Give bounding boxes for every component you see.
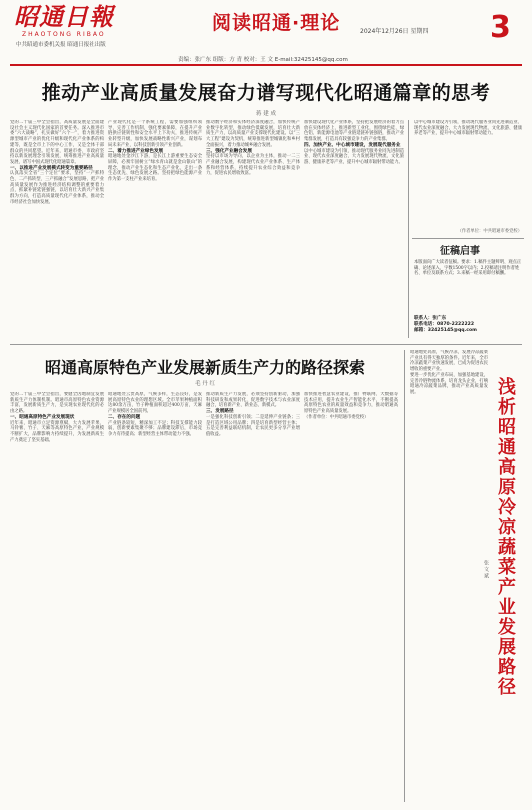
logo-tagline: 中共昭通市委机关报 昭通日报社出版 bbox=[16, 42, 106, 48]
article3-col2-text: 要进一步优化产业布局，加强基地建设，完善冷链物流体系，培育龙头企业，打响昭通冷凉蔬菜品牌，推动产业高质量发展。 bbox=[410, 372, 488, 395]
page-number: 3 bbox=[490, 10, 511, 45]
article1-subhead-2: 二、着力推进产业绿色发展 bbox=[108, 148, 164, 154]
article1-column-2 bbox=[108, 120, 202, 338]
article1-col5-text: 以中心城市建设为引领，推动现代服务业同先进制造业、现代农业深度融合，大力发展现代物流、文化旅游、健康养老等产业，提升中心城市辐射带动能力。 bbox=[414, 120, 522, 137]
article2-headline: 昭通高原特色产业发展新质生产力的路径探索 bbox=[44, 358, 365, 377]
article2-col1b-text: 近年来，昭通市立足资源禀赋，大力发展苹果、马铃薯、竹子、天麻等高原特色产业，产业规模不断扩大，品牌影响力持续提升，为发展新质生产力奠定了坚实基础。 bbox=[10, 420, 104, 443]
article2-col4-text: 加快推进智慧农业建设，推广物联网、大数据等技术应用，提升农业生产智能化水平，不断提高高原特色农业的质量效益和竞争力，推动昭通高原特色产业高质量发展。 bbox=[304, 392, 398, 415]
article1-col3-text: 推动数字经济和实体经济深度融合，加快传统产业数字化转型，推动绿色低碳发展，培育壮大新质生产力，以高质量产业支撑现代化建设。以“三大工程”建设为契机，统筹推进新型城镇化和乡村全面振兴，着力推动城乡融合发展。 bbox=[206, 120, 300, 148]
article1-col4b-text: 以中心城市建设为引领，推动现代服务业同先进制造业、现代农业深度融合，大力发展现代物流、文化旅游、健康养老等产业，提升中心城市辐射带动能力。 bbox=[304, 148, 404, 165]
article3-column-1 bbox=[410, 350, 488, 800]
editors-line: 责编：张广东 组版：方 青 校对：王 文 E-mail:32425145@qq.com bbox=[178, 57, 348, 63]
issue-date: 2024年12月26日 星期四 bbox=[360, 28, 429, 35]
article2-col2b-text: 产业链条较短，精深加工不足；科技支撑能力较弱，创新要素集聚不够；品牌建设滞后，市场竞争力有待提高；新型经营主体带动能力不强。 bbox=[108, 420, 202, 437]
article1-subhead-4: 四、加快产业、中心城市建设，发展现代服务业 bbox=[304, 142, 401, 148]
solicitation-email: 邮箱：32425145@qq.com bbox=[414, 328, 477, 333]
article2-end-note: （作者单位：中共昭通市委党校） bbox=[304, 414, 369, 420]
article2-col3b-text: 一是强化科技创新引领；二是延伸产业链条；三是打造区域公用品牌；四是培育新型经营主体；五是完善利益联结机制，让农民更多分享产业增值收益。 bbox=[206, 414, 300, 437]
masthead-rule bbox=[10, 64, 522, 66]
column-divider bbox=[408, 120, 409, 338]
article1-col3b-text: 坚持以市场为导向，以企业为主体，推动一二三产业融合发展，构建现代农业产业体系、生产体系和经营体系，持续提升农业综合效益和竞争力，促进农民增收致富。 bbox=[206, 154, 300, 177]
column-title-a: 阅读昭通 bbox=[212, 12, 293, 34]
article2-column-1 bbox=[10, 392, 104, 800]
column-title-b: 理论 bbox=[300, 12, 341, 34]
article1-col1b-text: 认真落实全省“三个定位”要求，坚持“一产抓特色、二产抓转型、三产抓融合”发展思路，把产业高质量发展作为推进经济结构调整的重要着力点，抓紧补链延链强链，以培育壮大新兴产业集群为方向，打造高质量现代化产业体系，推动全市经济社会加快发展。 bbox=[10, 171, 104, 205]
column-divider-right bbox=[404, 350, 405, 802]
article1-column-4 bbox=[304, 120, 404, 338]
article2-byline: 毛 丹 红 bbox=[195, 381, 215, 387]
solicitation-contact bbox=[414, 316, 522, 334]
article1-col2b-text: 昭通地处金沙江下游，是长江上游重要生态安全屏障，必须牢固树立“绿水青山就是金山银山”的理念，推动产业生态化和生态产业化，走出一条生态优先、绿色发展之路。坚持把绿色能源产业作为第一支柱产业来培育。 bbox=[108, 154, 202, 183]
article2-column-2 bbox=[108, 392, 202, 800]
solicitation-phone: 联系电话：0870-2222222 bbox=[414, 322, 475, 327]
newspaper-logo: 昭通日報 bbox=[14, 2, 114, 31]
article1-byline: 蒋 建 成 bbox=[256, 111, 276, 117]
solicitation-title: 征稿启事 bbox=[440, 246, 480, 257]
article2-subhead-3: 三、发展路径 bbox=[206, 409, 234, 415]
article1-col2-text: 产业现代化是一个系统工程，需要加强组织领导，完善工作机制，强化要素保障，在提升产业链供应链韧性和安全水平上下功夫，推进传统产业转型升级，加快发展战略性新兴产业，谋划布局未来产业，以科技创新引领产业创新。 bbox=[108, 120, 202, 148]
article2-col2-text: 昭通地处云贵高原，气候多样，生态良好，是发展高原特色农业的理想区域。全市苹果种植面积达80余万亩，竹子种植面积超过400万亩，天麻产业规模居全国前列。 bbox=[108, 392, 202, 415]
article1-headline: 推动产业高质量发展奋力谱写现代化昭通篇章的思考 bbox=[41, 82, 491, 104]
article1-col1-text: 党的二十届三中全会指出，高质量发展是全面建设社会主义现代化国家的首要任务。深入推进市委“六大战略”，扎实做好“六个一”，着力推进资源型城市产业的优化升级和现代化产业体系的构建等，既是全市上下的中心工作，又是全体干部群众的共同愿望。近年来，昭通市委、市政府坚持以新发展理念引领发展，统筹推进产业高质量发展，谱写中国式现代化昭通篇章。 bbox=[10, 120, 104, 165]
article1-subhead-3: 三、强化产业融合发展 bbox=[206, 148, 252, 154]
section-divider bbox=[10, 344, 522, 345]
article2-col3-text: 推动新质生产力发展，必须坚持创新驱动，加强科技研发和成果转化，促进数字技术与农业深度融合，培育新产业、新业态、新模式。 bbox=[206, 392, 300, 409]
article1-column-1 bbox=[10, 120, 104, 338]
solicitation-body: 本版面向广大读者征稿。要求：1.稿件主题鲜明、观点正确、论述深入，字数1500字以内；2.投稿请注明作者姓名、单位及联系方式；3.来稿一经采用即付稿酬。 bbox=[414, 260, 522, 277]
article2-subhead-2: 二、存在的问题 bbox=[108, 414, 141, 420]
article2-column-4 bbox=[304, 392, 398, 792]
article1-column-5 bbox=[414, 120, 522, 224]
article2-column-3 bbox=[206, 392, 300, 800]
article3-byline: 张 文 斌 bbox=[483, 560, 489, 579]
article1-column-3 bbox=[206, 120, 300, 338]
article1-col4-text: 加快建设现代化产业体系，坚持把发展经济的着力点放在实体经济上，推进新型工业化，围绕绿色硅、绿色铝、新能源电池等产业链延链补链强链，推动产业集群发展，打造具有较强竞争力的产业集群。 bbox=[304, 120, 404, 143]
article2-col1-text: 党的二十届三中全会指出，要健全因地制宜发展新质生产力体制机制。昭通市高原特色农业资源丰富，发展新质生产力，是实现农业现代化的必由之路。 bbox=[10, 392, 104, 415]
article3-col1-text: 昭通地处高原，气候冷凉，发展冷凉蔬菜产业具有得天独厚的条件。近年来，全市冷凉蔬菜产业快速发展，已成为促进农民增收的重要产业。 bbox=[410, 350, 488, 373]
logo-pinyin: ZHAOTONG RIBAO bbox=[22, 31, 106, 38]
article1-author-unit: （作者单位：中共昭通市委党校） bbox=[457, 229, 522, 234]
article3-headline: 浅析昭通高原冷凉蔬菜产业发展路径 bbox=[498, 377, 516, 698]
article2-subhead-1: 一、昭通高原特色产业发展现状 bbox=[10, 414, 75, 420]
solicitation-contact-person: 联系人：张广东 bbox=[414, 316, 447, 321]
column-title: 阅读昭通·理论 bbox=[212, 12, 341, 34]
article1-subhead-1: 一、以推进产业发展模式转变为重要路径 bbox=[10, 165, 93, 171]
